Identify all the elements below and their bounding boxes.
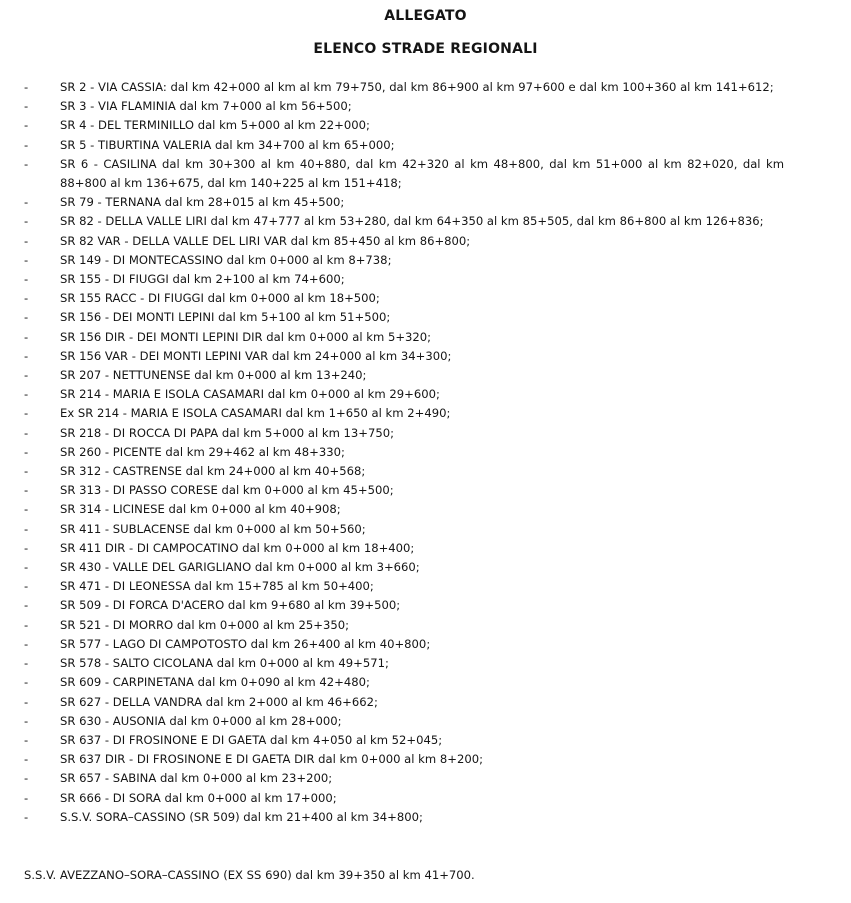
road-list-item — [24, 424, 784, 443]
road-entry-text: SR 2 - VIA CASSIA: dal km 42+000 al km al km 79+750, dal km 86+900 al km 97+600 e dal km 100+360 al km 141+612; — [60, 80, 774, 94]
list-bullet: - — [24, 348, 29, 363]
document-subtitle: ELENCO STRADE REGIONALI — [313, 41, 538, 57]
document-title: ALLEGATO — [384, 8, 467, 24]
road-entry-text: SR 5 - TIBURTINA VALERIA dal km 34+700 al km 65+000; — [60, 137, 395, 152]
road-entry-text: SR 218 - DI ROCCA DI PAPA dal km 5+000 al km 13+750; — [60, 425, 395, 440]
road-list-item — [24, 500, 784, 519]
road-entry-text: SR 82 - DELLA VALLE LIRI dal km 47+777 al km 53+280, dal km 64+350 al km 85+505, dal km 86+800 al km 126+836; — [60, 214, 764, 229]
list-bullet: - — [24, 675, 29, 690]
list-bullet: - — [24, 272, 29, 287]
road-list-item — [24, 251, 784, 270]
road-list-item — [24, 731, 784, 750]
road-list-item — [24, 78, 784, 97]
road-entry-text: SR 578 - SALTO CICOLANA dal km 0+000 al km 49+571; — [60, 656, 389, 671]
road-list-item — [24, 673, 784, 692]
list-bullet: - — [24, 99, 29, 114]
list-bullet: - — [24, 752, 29, 767]
road-entry-text: SR 521 - DI MORRO dal km 0+000 al km 25+350; — [60, 617, 350, 632]
road-entry-text: SR 155 - DI FIUGGI dal km 2+100 al km 74+600; — [60, 272, 345, 287]
road-list-item — [24, 97, 784, 116]
road-list-item — [24, 558, 784, 577]
road-list-item — [24, 712, 784, 731]
road-list-item — [24, 136, 784, 155]
road-list-item — [24, 520, 784, 539]
road-entry-text: SR 637 - DI FROSINONE E DI GAETA dal km 4+050 al km 52+045; — [60, 732, 443, 747]
road-entry-text: SR 577 - LAGO DI CAMPOTOSTO dal km 26+400 al km 40+800; — [60, 636, 431, 651]
list-bullet: - — [24, 598, 29, 613]
road-entry-text: SR 313 - DI PASSO CORESE dal km 0+000 al km 45+500; — [60, 483, 394, 498]
road-list — [24, 78, 784, 827]
list-bullet: - — [24, 406, 29, 421]
list-bullet: - — [24, 713, 29, 728]
road-list-item — [24, 539, 784, 558]
road-entry-text: SR 509 - DI FORCA D'ACERO dal km 9+680 al km 39+500; — [60, 598, 401, 613]
list-bullet: - — [24, 560, 29, 575]
road-entry-text: SR 609 - CARPINETANA dal km 0+090 al km 42+480; — [60, 675, 370, 690]
road-entry-text: SR 630 - AUSONIA dal km 0+000 al km 28+000; — [60, 713, 342, 728]
road-entry-text: SR 637 DIR - DI FROSINONE E DI GAETA DIR dal km 0+000 al km 8+200; — [60, 752, 483, 767]
road-list-item — [24, 750, 784, 769]
road-entry-text: SR 156 VAR - DEI MONTI LEPINI VAR dal km 24+000 al km 34+300; — [60, 348, 452, 363]
road-list-item — [24, 155, 784, 193]
list-bullet: - — [24, 310, 29, 325]
list-bullet: - — [24, 195, 29, 210]
list-bullet: - — [24, 694, 29, 709]
list-bullet: - — [24, 656, 29, 671]
road-list-item — [24, 308, 784, 327]
road-entry-text: SR 149 - DI MONTECASSINO dal km 0+000 al km 8+738; — [60, 252, 392, 267]
road-list-item — [24, 270, 784, 289]
road-list-item — [24, 347, 784, 366]
list-bullet: - — [24, 137, 29, 152]
road-entry-text: SR 627 - DELLA VANDRA dal km 2+000 al km 46+662; — [60, 694, 378, 709]
road-entry-text: SR 3 - VIA FLAMINIA dal km 7+000 al km 56+500; — [60, 99, 352, 114]
road-list-item — [24, 385, 784, 404]
list-bullet: - — [24, 387, 29, 402]
list-bullet: - — [24, 368, 29, 383]
road-list-item — [24, 789, 784, 808]
road-entry-text: SR 312 - CASTRENSE dal km 24+000 al km 40+568; — [60, 464, 366, 479]
road-entry-text: SR 79 - TERNANA dal km 28+015 al km 45+500; — [60, 195, 345, 210]
road-entry-text: SR 214 - MARIA E ISOLA CASAMARI dal km 0+000 al km 29+600; — [60, 387, 440, 402]
road-list-item — [24, 443, 784, 462]
road-list-item — [24, 635, 784, 654]
list-bullet: - — [24, 617, 29, 632]
list-bullet: - — [24, 156, 29, 171]
road-entry-text: SR 430 - VALLE DEL GARIGLIANO dal km 0+000 al km 3+660; — [60, 560, 420, 575]
road-list-item — [24, 616, 784, 635]
list-bullet: - — [24, 291, 29, 306]
road-entry-text: Ex SR 214 - MARIA E ISOLA CASAMARI dal km 1+650 al km 2+490; — [60, 406, 451, 421]
list-bullet: - — [24, 425, 29, 440]
footer-road-entry: S.S.V. AVEZZANO–SORA–CASSINO (EX SS 690) dal km 39+350 al km 41+700. — [24, 868, 475, 882]
list-bullet: - — [24, 809, 29, 824]
list-bullet: - — [24, 233, 29, 248]
road-list-item — [24, 328, 784, 347]
list-bullet: - — [24, 732, 29, 747]
road-entry-text: SR 411 - SUBLACENSE dal km 0+000 al km 50+560; — [60, 521, 366, 536]
list-bullet: - — [24, 118, 29, 133]
road-entry-text: SR 4 - DEL TERMINILLO dal km 5+000 al km 22+000; — [60, 118, 370, 133]
list-bullet: - — [24, 80, 29, 94]
road-entry-text: SR 156 DIR - DEI MONTI LEPINI DIR dal km 0+000 al km 5+320; — [60, 329, 432, 344]
road-list-item — [24, 462, 784, 481]
list-bullet: - — [24, 579, 29, 594]
road-list-item — [24, 116, 784, 135]
road-entry-text: SR 314 - LICINESE dal km 0+000 al km 40+908; — [60, 502, 341, 517]
list-bullet: - — [24, 636, 29, 651]
road-list-item — [24, 289, 784, 308]
road-list-item — [24, 693, 784, 712]
road-list-item — [24, 232, 784, 251]
road-entry-text: SR 6 - CASILINA dal km 30+300 al km 40+880, dal km 42+320 al km 48+800, dal km 51+000 al km 82+020, dal km 88+800 al km 136+675, dal km 140+225 al km 151+418; — [60, 156, 784, 191]
list-bullet: - — [24, 464, 29, 479]
road-list-item — [24, 769, 784, 788]
list-bullet: - — [24, 502, 29, 517]
road-list-item — [24, 808, 784, 827]
road-entry-text: SR 657 - SABINA dal km 0+000 al km 23+200; — [60, 771, 333, 786]
road-entry-text: SR 82 VAR - DELLA VALLE DEL LIRI VAR dal km 85+450 al km 86+800; — [60, 233, 471, 248]
road-entry-text: SR 411 DIR - DI CAMPOCATINO dal km 0+000 al km 18+400; — [60, 540, 415, 555]
list-bullet: - — [24, 521, 29, 536]
list-bullet: - — [24, 483, 29, 498]
road-list-item — [24, 481, 784, 500]
road-entry-text: SR 207 - NETTUNENSE dal km 0+000 al km 13+240; — [60, 368, 367, 383]
list-bullet: - — [24, 214, 29, 229]
road-entry-text: SR 155 RACC - DI FIUGGI dal km 0+000 al km 18+500; — [60, 291, 380, 306]
road-list-item — [24, 654, 784, 673]
road-entry-text: SR 471 - DI LEONESSA dal km 15+785 al km 50+400; — [60, 579, 374, 594]
road-list-item — [24, 193, 784, 212]
road-list-item — [24, 366, 784, 385]
list-bullet: - — [24, 771, 29, 786]
road-list-item — [24, 404, 784, 423]
list-bullet: - — [24, 329, 29, 344]
road-entry-text: S.S.V. SORA–CASSINO (SR 509) dal km 21+400 al km 34+800; — [60, 809, 423, 824]
road-entry-text: SR 156 - DEI MONTI LEPINI dal km 5+100 al km 51+500; — [60, 310, 391, 325]
road-list-item — [24, 212, 784, 231]
road-entry-text: SR 666 - DI SORA dal km 0+000 al km 17+000; — [60, 790, 337, 805]
road-entry-text: SR 260 - PICENTE dal km 29+462 al km 48+330; — [60, 444, 345, 459]
list-bullet: - — [24, 252, 29, 267]
list-bullet: - — [24, 790, 29, 805]
list-bullet: - — [24, 540, 29, 555]
road-list-item — [24, 596, 784, 615]
road-list-item — [24, 577, 784, 596]
list-bullet: - — [24, 444, 29, 459]
